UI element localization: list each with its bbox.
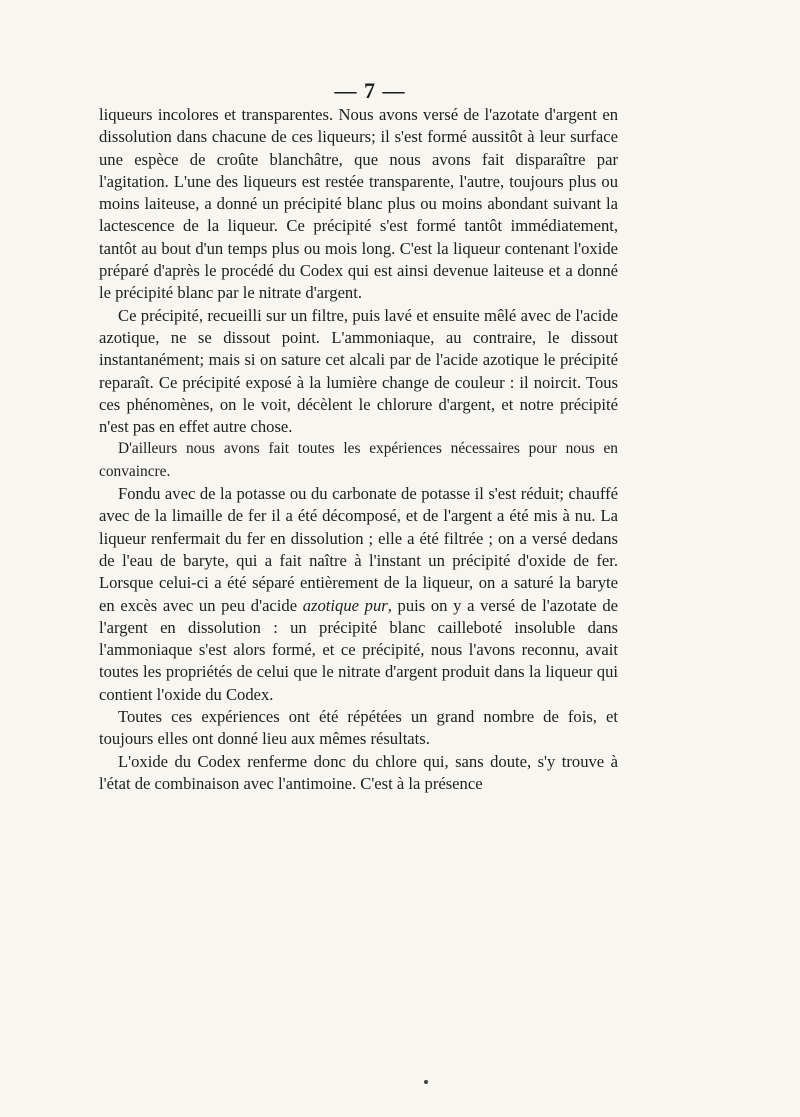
paragraph-4-part-1: Fondu avec de la potasse ou du carbonate de potasse il s'est réduit; chauffé avec de la limaille de fer il a été décomposé, et de l'argent a été mis à nu. La liqueur renfermait du fer en dissolution ; elle a été filtrée ; on a versé dedans de l'eau de baryte, qui a fait naître à l'instant un précipité d'oxide de fer. Lorsque celui-ci a été séparé entièrement de la liqueur, on a saturé la baryte en excès avec un peu d'acide [99, 484, 618, 615]
page-number: — 7 — [334, 78, 406, 103]
paragraph-5: Toutes ces expériences ont été répétées un grand nombre de fois, et toujours elles ont donné lieu aux mêmes résultats. [99, 707, 618, 749]
paragraph-1: liqueurs incolores et transparentes. Nous avons versé de l'azotate d'argent en dissolution dans chacune de ces liqueurs; il s'est formé aussitôt à leur surface une espèce de croûte blanchâtre, que nous avons fait disparaître par l'agitation. L'une des liqueurs est restée transparente, l'autre, toujours plus ou moins laiteuse, a donné un précipité blanc plus ou moins abondant suivant la lactescence de la liqueur. Ce précipité s'est formé tantôt immédiatement, tantôt au bout d'un temps plus ou mois long. C'est la liqueur contenant l'oxide préparé d'après le procédé du Codex qui est ainsi devenue laiteuse et a donné le précipité blanc par le nitrate d'argent. [99, 105, 618, 303]
paragraph-6: L'oxide du Codex renferme donc du chlore qui, sans doute, s'y trouve à l'état de combinaison avec l'antimoine. C'est à la présence [99, 751, 618, 793]
paragraph-2: Ce précipité, recueilli sur un filtre, puis lavé et ensuite mêlé avec de l'acide azotique, ne se dissout point. L'ammoniaque, au contraire, le dissout instantanément; mais si on sature cet alcali par de l'acide azotique le précipité reparaît. Ce précipité exposé à la lumière change de couleur : il noircit. Tous ces phénomènes, on le voit, décèlent le chlorure d'argent, et notre précipité n'est pas en effet autre chose. [99, 305, 618, 437]
paragraph-4-part-2: , puis on y a versé de l'azotate de l'argent en dissolution : un précipité blanc caillebоté insoluble dans l'ammoniaque s'est alors formé, et ce précipité, nous l'avons reconnu, avait toutes les propriétés de celui que le nitrate d'argent produit dans la liqueur qui contient l'oxide du Codex. [99, 595, 619, 704]
paragraph-3: D'ailleurs nous avons fait toutes les expériences nécessaires pour nous en convaincre. [99, 440, 618, 480]
ink-speck [424, 1080, 428, 1084]
paragraph-4 [99, 483, 618, 706]
body-text [99, 104, 618, 795]
paragraph-4-italic: azotique pur [302, 595, 388, 615]
